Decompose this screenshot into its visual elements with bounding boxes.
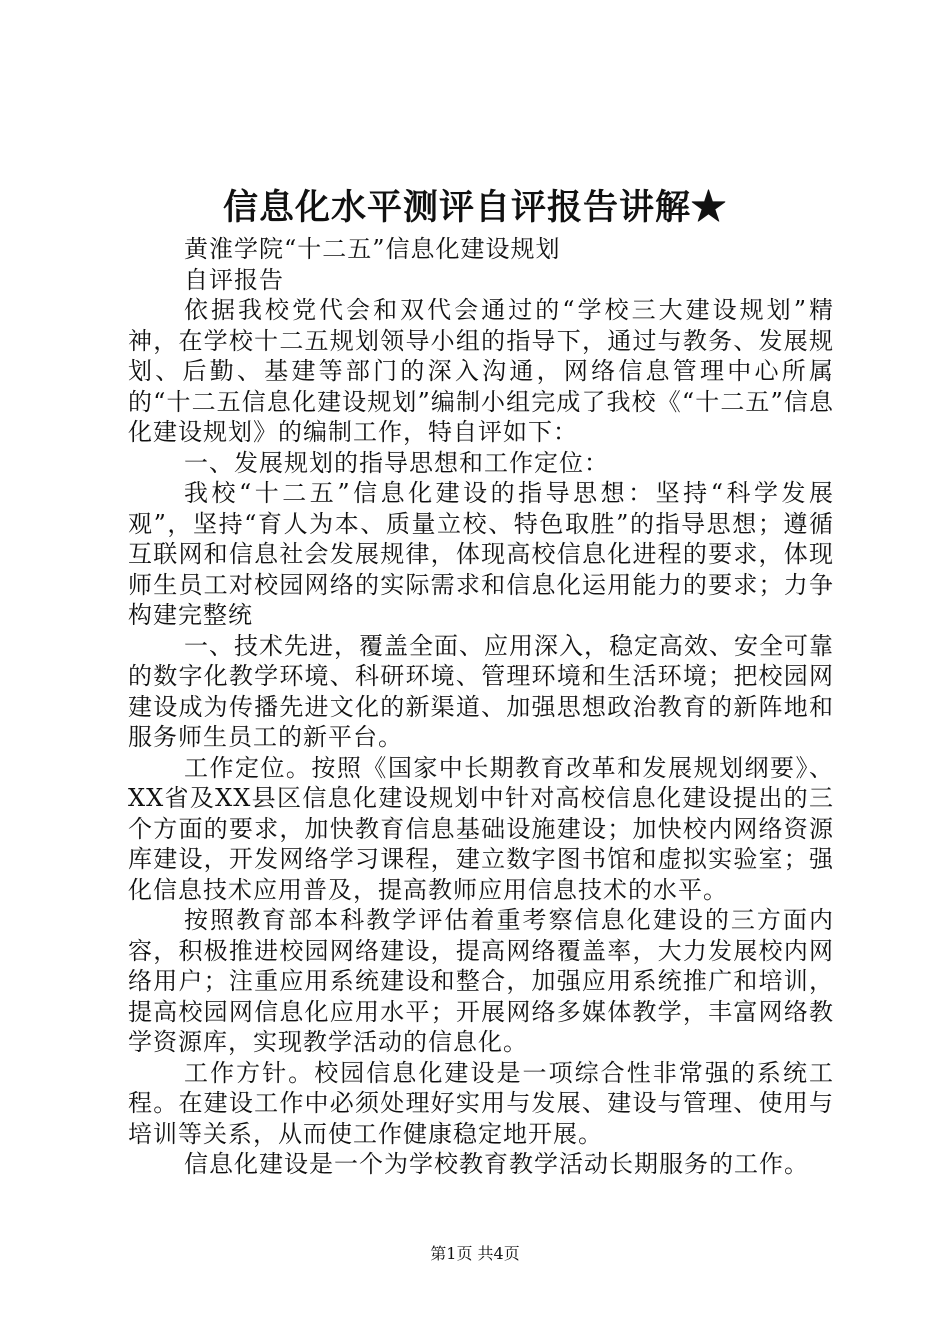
paragraph-subtitle: 黄淮学院“十二五”信息化建设规划 <box>184 235 561 263</box>
paragraph-long-term: 信息化建设是一个为学校教育教学活动长期服务的工作。 <box>184 1150 809 1178</box>
paragraph-intro: 依据我校党代会和双代会通过的“学校三大建设规划”精神，在学校十二五规划领导小组的指导下，通过与教务、发展规划、后勤、基建等部门的深入沟通，网络信息管理中心所属的“十二五信息化建设规划”编制小组完成了我校《“十二五”信息化建设规划》的编制工作，特自评如下： <box>128 296 834 446</box>
paragraph-work-positioning: 工作定位。按照《国家中长期教育改革和发展规划纲要》、XX省及XX县区信息化建设规划中针对高校信息化建设提出的三个方面的要求，加快教育信息基础设施建设；加快校内网络资源库建设，开发网络学习课程，建立数字图书馆和虚拟实验室；强化信息技术应用普及，提高教师应用信息技术的水平。 <box>128 753 834 904</box>
document-body <box>128 234 834 1180</box>
paragraph-report-label: 自评报告 <box>184 265 284 294</box>
paragraph-work-policy: 工作方针。校园信息化建设是一项综合性非常强的系统工程。在建设工作中必须处理好实用与发展、建设与管理、使用与培训等关系，从而使工作健康稳定地开展。 <box>128 1058 834 1148</box>
page-number-footer: 第1页 共4页 <box>430 1244 520 1263</box>
paragraph-evaluation: 按照教育部本科教学评估着重考察信息化建设的三方面内容，积极推进校园网络建设，提高网络覆盖率，大力发展校内网络用户；注重应用系统建设和整合，加强应用系统推广和培训，提高校园网信息化应用水平；开展网络多媒体教学，丰富网络教学资源库，实现教学活动的信息化。 <box>128 906 834 1056</box>
paragraph-section-heading: 一、发展规划的指导思想和工作定位： <box>184 448 609 477</box>
document-title: 信息化水平测评自评报告讲解★ <box>222 187 727 228</box>
paragraph-environment: 一、技术先进，覆盖全面、应用深入，稳定高效、安全可靠的数字化教学环境、科研环境、管理环境和生活环境；把校园网建设成为传播先进文化的新渠道、加强思想政治教育的新阵地和服务师生员工的新平台。 <box>128 631 834 751</box>
paragraph-guiding-thought: 我校“十二五”信息化建设的指导思想：坚持“科学发展观”，坚持“育人为本、质量立校、特色取胜”的指导思想；遵循互联网和信息社会发展规律，体现高校信息化进程的要求，体现师生员工对校园网络的实际需求和信息化运用能力的要求；力争构建完整统 <box>128 479 834 629</box>
